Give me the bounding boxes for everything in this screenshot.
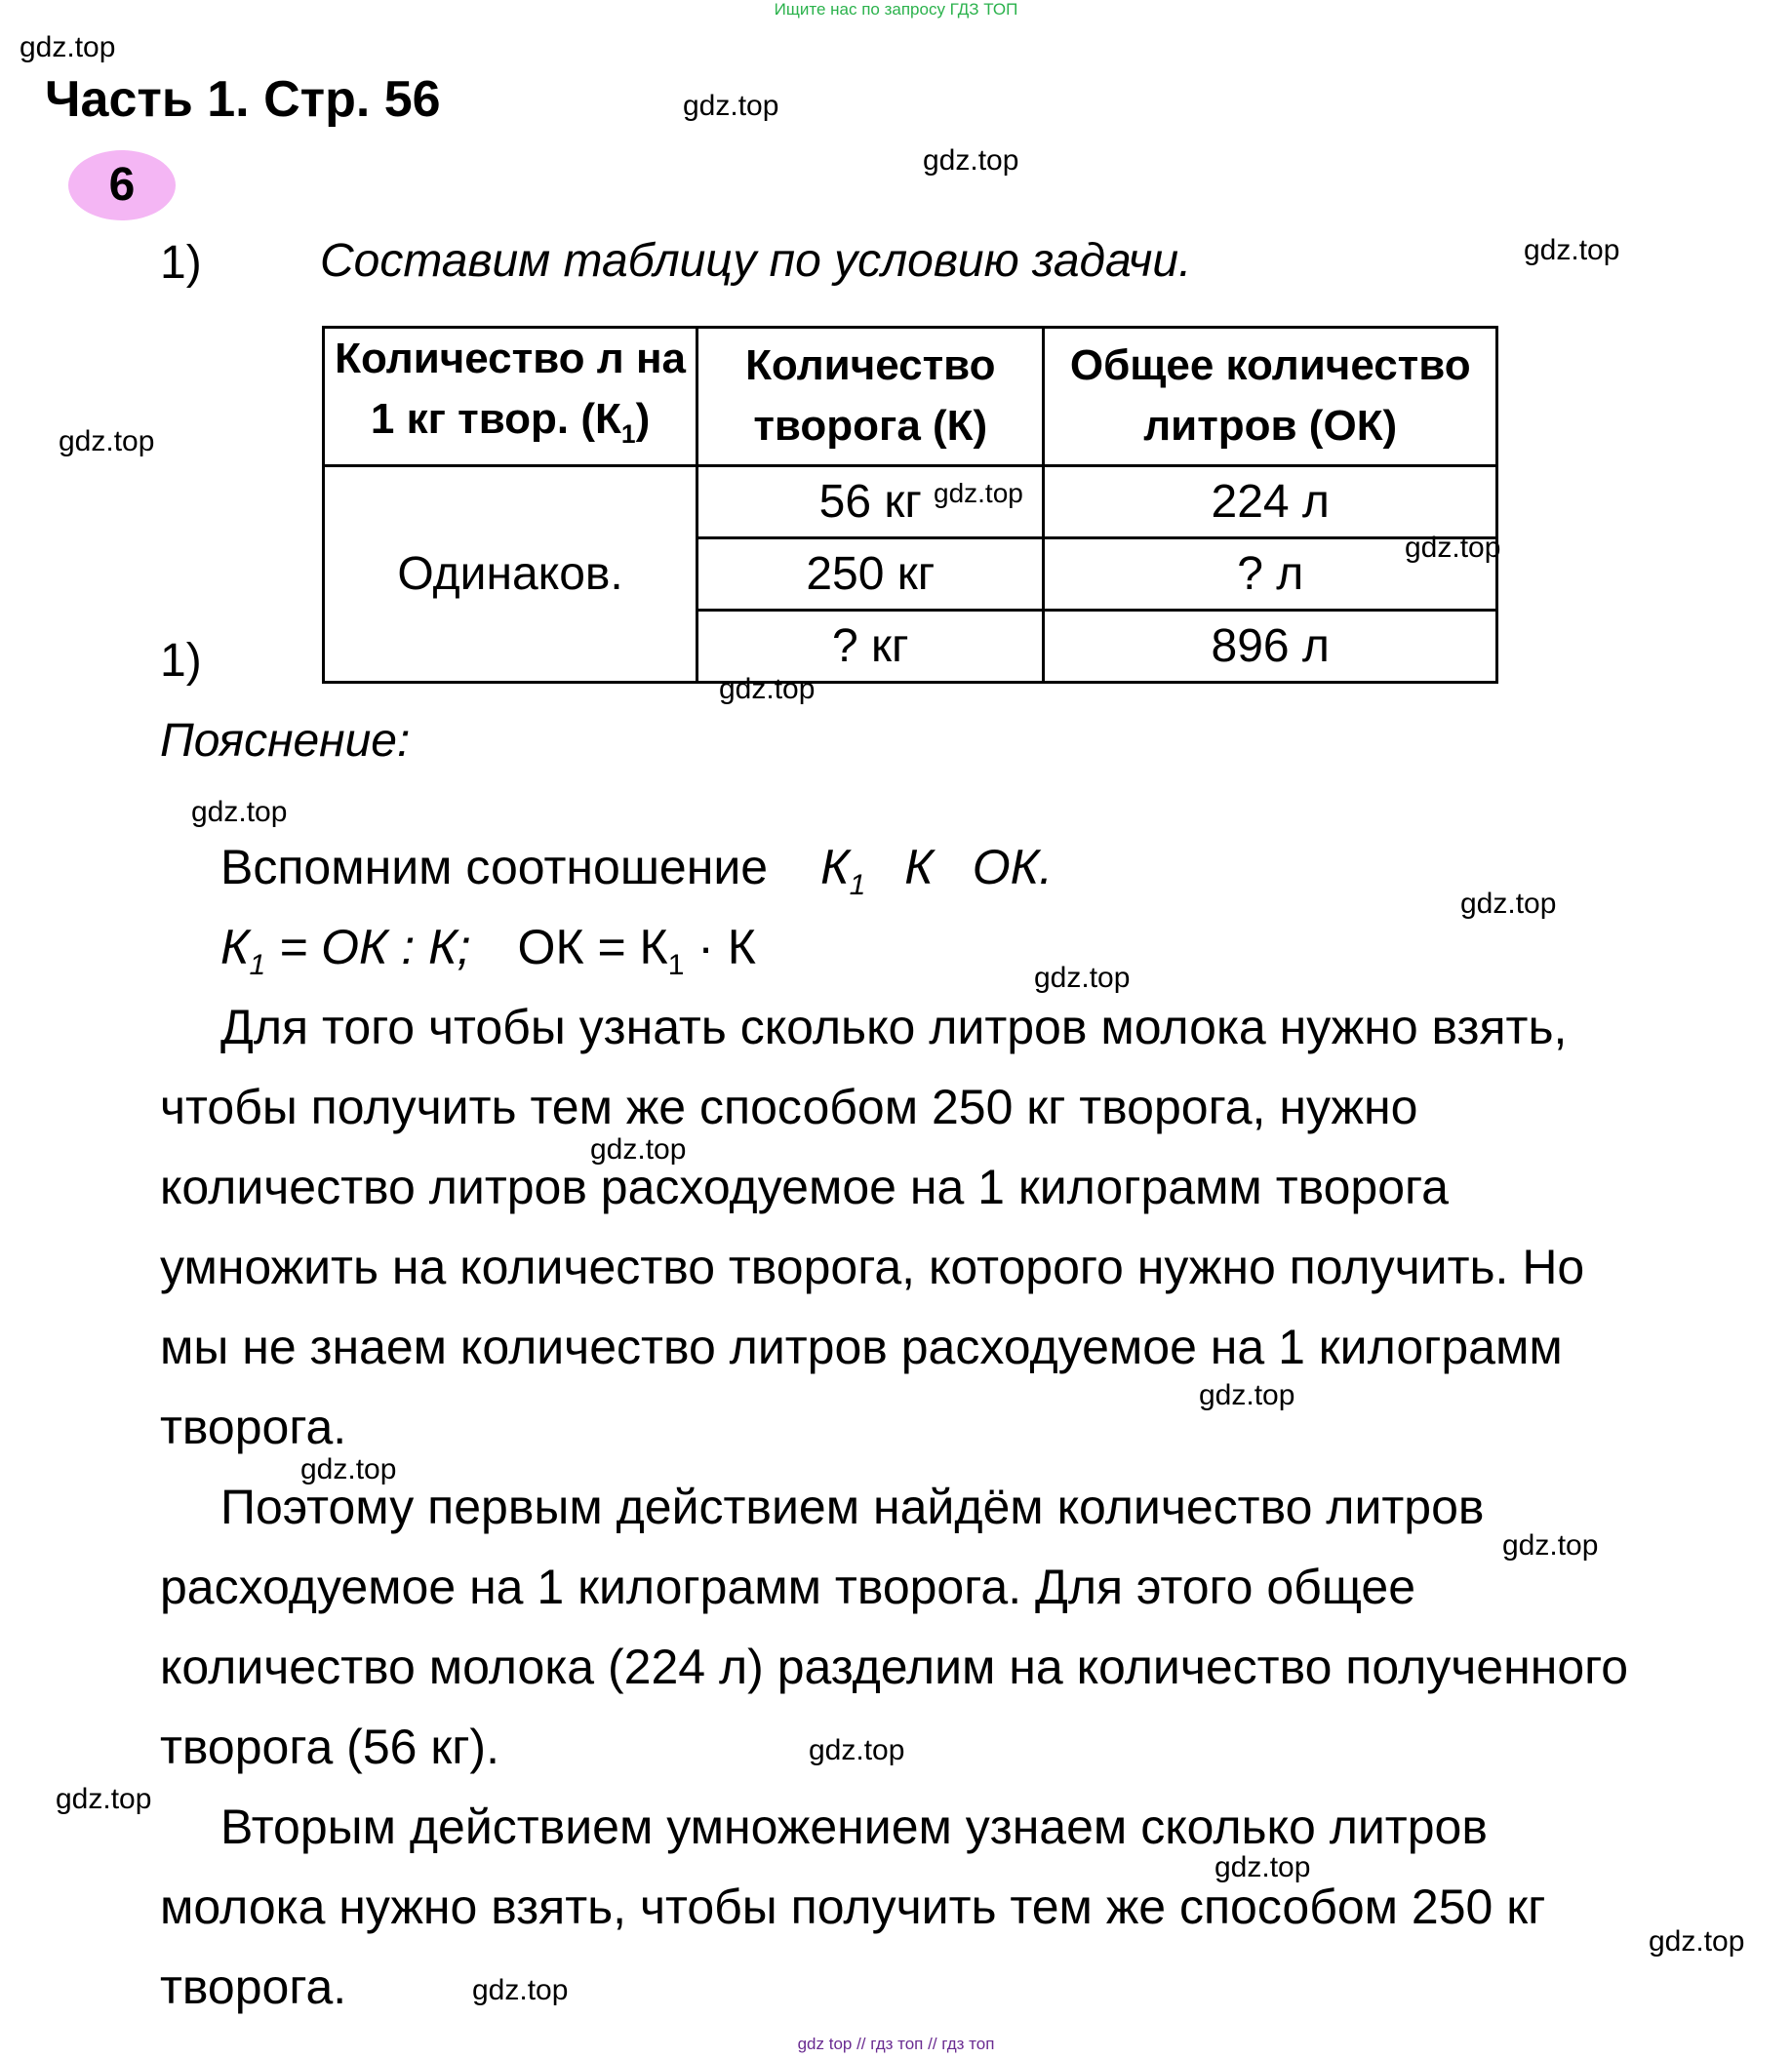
data-table	[322, 326, 1501, 684]
table-cell: 56 кг	[697, 465, 1044, 537]
explanation-label: Пояснение:	[160, 715, 411, 767]
page-title: Часть 1. Стр. 56	[45, 71, 441, 128]
top-banner: Ищите нас по запросу ГДЗ ТОП	[774, 0, 1018, 19]
table-cell: 224 л	[1044, 465, 1497, 537]
paragraph-line: чтобы получить тем же способом 250 кг творога, нужно	[160, 1080, 1418, 1134]
watermark: gdz.top	[934, 478, 1023, 508]
paragraph-line: творога (56 кг).	[160, 1720, 499, 1774]
paragraph-line: мы не знаем количество литров расходуемое на 1 килограмм	[160, 1320, 1563, 1374]
paragraph-line: Для того чтобы узнать сколько литров молока нужно взять,	[220, 1000, 1568, 1054]
watermark: gdz.top	[300, 1453, 397, 1485]
paragraph-line: количество молока (224 л) разделим на количество полученного	[160, 1640, 1629, 1694]
table-header-ok: Общее количество литров (ОК)	[1044, 328, 1497, 466]
paragraph-line: творога.	[160, 1959, 347, 2014]
watermark: gdz.top	[1649, 1925, 1745, 1958]
table-cell: 896 л	[1044, 610, 1497, 682]
step-label: 1)	[160, 237, 202, 289]
step-label: 1)	[160, 635, 202, 687]
table-header-k: Количество творога (К)	[697, 328, 1044, 466]
paragraph-line: умножить на количество творога, которого нужно получить. Но	[160, 1240, 1585, 1294]
watermark: gdz.top	[1215, 1851, 1311, 1883]
task-number-badge: 6	[68, 150, 176, 220]
table-merged-cell: Одинаков.	[324, 465, 697, 682]
paragraph-line: молока нужно взять, чтобы получить тем же способом 250 кг	[160, 1880, 1546, 1934]
watermark: gdz.top	[59, 425, 155, 457]
table-cell: ? кг	[697, 610, 1044, 682]
footer: gdz top // гдз топ // гдз топ	[797, 2035, 995, 2053]
recall-line: Вспомним соотношение $К_1$ К ОК.	[220, 840, 1053, 901]
paragraph-line: Вторым действием умножением узнаем сколько литров	[220, 1800, 1488, 1854]
watermark: gdz.top	[719, 673, 816, 705]
step-heading: Составим таблицу по условию задачи.	[320, 235, 1192, 287]
watermark: gdz.top	[923, 144, 1019, 177]
watermark: gdz.top	[472, 1974, 569, 2006]
watermark: gdz.top	[1034, 962, 1131, 994]
formula-line: $К_1$ = ОК : К; ОК = $К_1 \cdot К$	[220, 920, 756, 981]
watermark: gdz.top	[56, 1783, 152, 1815]
watermark: gdz.top	[683, 90, 779, 122]
watermark: gdz.top	[1502, 1529, 1599, 1562]
watermark: gdz.top	[1405, 532, 1501, 564]
watermark: gdz.top	[809, 1734, 905, 1766]
watermark: gdz.top	[20, 31, 116, 63]
paragraph-line: творога.	[160, 1400, 347, 1454]
watermark: gdz.top	[1524, 234, 1620, 266]
table-cell: 250 кг	[697, 537, 1044, 610]
paragraph-line: Поэтому первым действием найдём количество литров	[220, 1480, 1485, 1534]
table-cell: ? л	[1044, 537, 1497, 610]
watermark: gdz.top	[1460, 888, 1557, 920]
paragraph-line: расходуемое на 1 килограмм творога. Для этого общее	[160, 1560, 1416, 1614]
watermark: gdz.top	[590, 1133, 687, 1166]
paragraph-line: количество литров расходуемое на 1 килограмм творога	[160, 1160, 1449, 1214]
watermark: gdz.top	[1199, 1379, 1295, 1411]
table-header-k1: Количество л на 1 кг твор. $(К_1)$	[324, 328, 697, 466]
watermark: gdz.top	[191, 796, 288, 828]
